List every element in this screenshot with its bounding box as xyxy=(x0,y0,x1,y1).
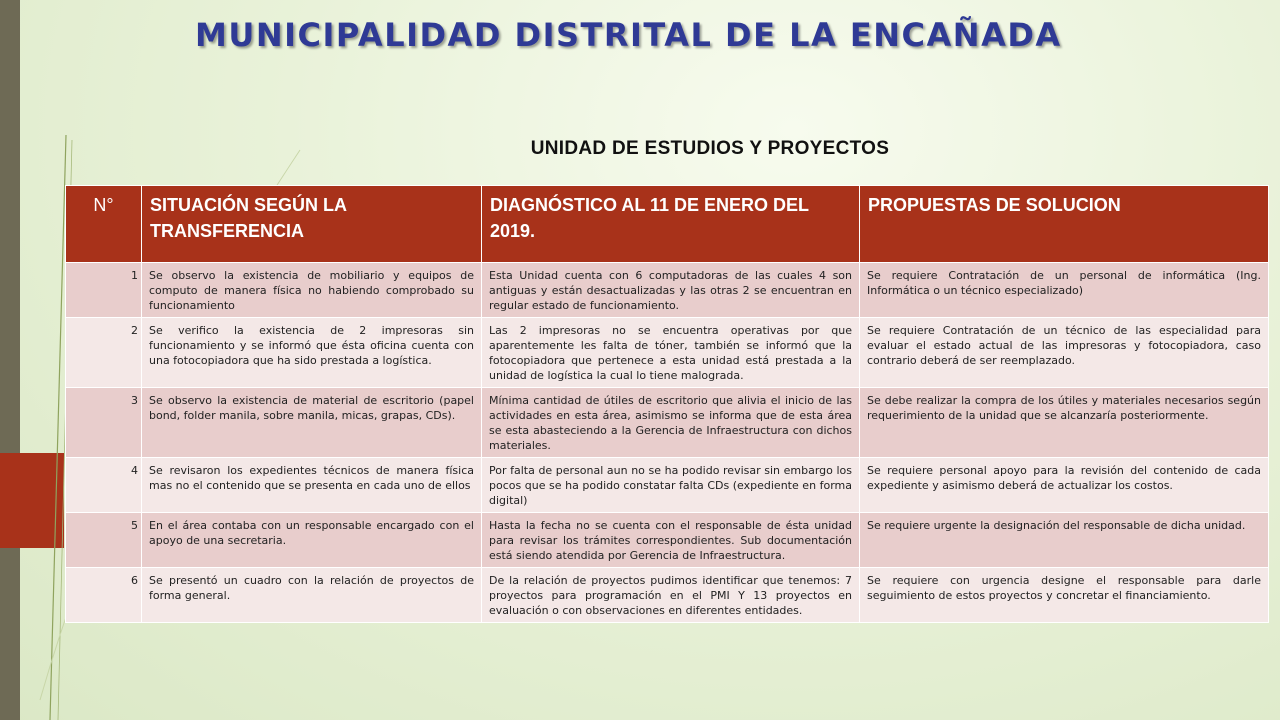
row-number: 1 xyxy=(66,263,142,318)
header-situacion: SITUACIÓN SEGÚN LA TRANSFERENCIA xyxy=(142,186,482,263)
row-propuesta: Se requiere Contratación de un técnico de las especialidad para evaluar el estado actual de las impresoras y fotocopiadora, caso contrario deberá de ser reemplazado. xyxy=(860,318,1269,388)
table-row xyxy=(66,388,1269,458)
row-situacion: En el área contaba con un responsable encargado con el apoyo de una secretaria. xyxy=(142,513,482,568)
left-decor-strip xyxy=(0,0,20,720)
table-row xyxy=(66,458,1269,513)
row-diagnostico: Mínima cantidad de útiles de escritorio que alivia el inicio de las actividades en esta área, asimismo se informa que de esta área se esta abasteciendo a la Gerencia de Infraestructura con dichos materiales. xyxy=(482,388,860,458)
table-row xyxy=(66,568,1269,623)
row-number: 2 xyxy=(66,318,142,388)
row-propuesta: Se debe realizar la compra de los útiles y materiales necesarios según requerimiento de la unidad que se alcanzaría posteriormente. xyxy=(860,388,1269,458)
row-diagnostico: Las 2 impresoras no se encuentra operativas por que aparentemente les falta de tóner, también se informó que la fotocopiadora que pertenece a esta unidad está prestada a la unidad de logística la cual lo tiene malograda. xyxy=(482,318,860,388)
row-situacion: Se verifico la existencia de 2 impresoras sin funcionamiento y se informó que ésta oficina cuenta con una fotocopiadora que ha sido prestada a logística. xyxy=(142,318,482,388)
left-accent-block xyxy=(0,453,64,548)
row-number: 5 xyxy=(66,513,142,568)
row-situacion: Se revisaron los expedientes técnicos de manera física mas no el contenido que se presenta en cada uno de ellos xyxy=(142,458,482,513)
table-header-row xyxy=(66,186,1269,263)
header-number: N° xyxy=(66,186,142,263)
row-diagnostico: Por falta de personal aun no se ha podido revisar sin embargo los pocos que se ha podido constatar falta CDs (expediente en forma digital) xyxy=(482,458,860,513)
row-situacion: Se observo la existencia de material de escritorio (papel bond, folder manila, sobre manila, micas, grapas, CDs). xyxy=(142,388,482,458)
table-row xyxy=(66,513,1269,568)
row-propuesta: Se requiere Contratación de un personal de informática (Ing. Informática o un técnico especializado) xyxy=(860,263,1269,318)
section-subtitle: UNIDAD DE ESTUDIOS Y PROYECTOS xyxy=(530,138,890,159)
row-propuesta: Se requiere personal apoyo para la revisión del contenido de cada expediente y asimismo deberá de actualizar los costos. xyxy=(860,458,1269,513)
row-situacion: Se observo la existencia de mobiliario y equipos de computo de manera física no habiendo comprobado su funcionamiento xyxy=(142,263,482,318)
row-propuesta: Se requiere con urgencia designe el responsable para darle seguimiento de estos proyectos y concretar el financiamiento. xyxy=(860,568,1269,623)
row-diagnostico: De la relación de proyectos pudimos identificar que tenemos: 7 proyectos para programación en el PMI Y 13 proyectos en evaluación o con observaciones en diferentes entidades. xyxy=(482,568,860,623)
row-propuesta: Se requiere urgente la designación del responsable de dicha unidad. xyxy=(860,513,1269,568)
row-number: 6 xyxy=(66,568,142,623)
row-number: 4 xyxy=(66,458,142,513)
diagnosis-table xyxy=(65,185,1269,623)
row-diagnostico: Esta Unidad cuenta con 6 computadoras de las cuales 4 son antiguas y están desactualizadas y las otras 2 se encuentran en regular estado de funcionamiento. xyxy=(482,263,860,318)
row-situacion: Se presentó un cuadro con la relación de proyectos de forma general. xyxy=(142,568,482,623)
header-diagnostico: DIAGNÓSTICO AL 11 DE ENERO DEL 2019. xyxy=(482,186,860,263)
page-title: MUNICIPALIDAD DISTRITAL DE LA ENCAÑADA xyxy=(195,16,1062,54)
row-diagnostico: Hasta la fecha no se cuenta con el responsable de ésta unidad para revisar los trámites correspondientes. Sub documentación está siendo atendida por Gerencia de Infraestructura. xyxy=(482,513,860,568)
row-number: 3 xyxy=(66,388,142,458)
header-propuestas: PROPUESTAS DE SOLUCION xyxy=(860,186,1269,263)
table-row xyxy=(66,318,1269,388)
table-row xyxy=(66,263,1269,318)
